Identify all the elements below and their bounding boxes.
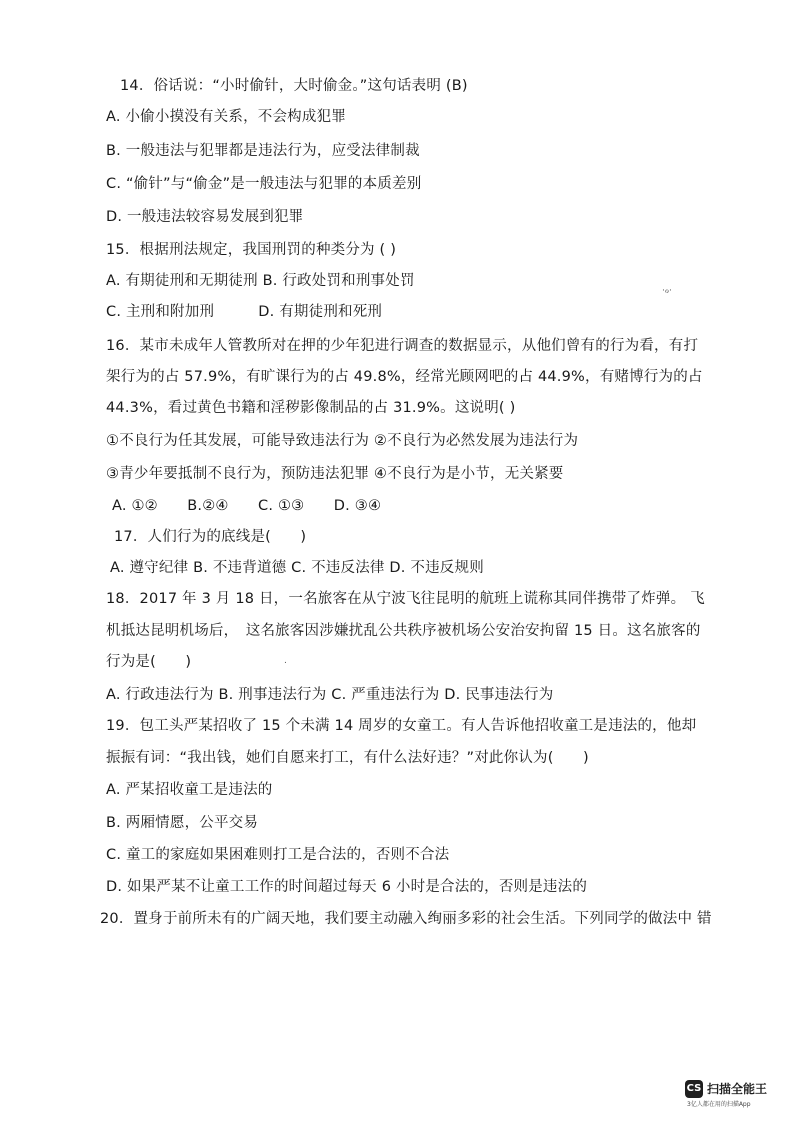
camscanner-logo-icon: CS xyxy=(685,1080,703,1098)
question-14-option-a: A. 小偷小摸没有关系，不会构成犯罪 xyxy=(106,109,346,125)
question-15-stem: 15．根据刑法规定，我国刑罚的种类分为 ( ) xyxy=(106,242,397,258)
question-19-stem-line-2: 振振有词：“我出钱，她们自愿来打工，有什么法好违？”对此你认为( ) xyxy=(106,750,589,766)
question-16-stem-line-2: 架行为的占 57.9%，有旷课行为的占 49.8%，经常光顾网吧的占 44.9%，有赌博行为的占 xyxy=(106,369,703,385)
question-16-stem-line-1: 16．某市未成年人管教所对在押的少年犯进行调查的数据显示，从他们曾有的行为看，有打 xyxy=(106,338,699,354)
question-18-stem-line-1: 18．2017 年 3 月 18 日，一名旅客在从宁波飞往昆明的航班上谎称其同伴携带了炸弹。 飞 xyxy=(106,591,705,607)
question-14-option-c: C. “偷针”与“偷金”是一般违法与犯罪的本质差别 xyxy=(106,176,422,192)
question-19-option-d: D. 如果严某不让童工工作的时间超过每天 6 小时是合法的，否则是违法的 xyxy=(106,879,588,895)
question-14-stem: 14．俗话说：“小时偷针，大时偷金。”这句话表明 (B) xyxy=(120,78,468,94)
question-16-statements-1-2: ①不良行为任其发展，可能导致违法行为 ②不良行为必然发展为违法行为 xyxy=(106,433,579,449)
question-14-option-d: D. 一般违法较容易发展到犯罪 xyxy=(106,209,304,225)
question-16-options: A. ①② B.②④ C. ①③ D. ③④ xyxy=(112,498,382,514)
question-16-stem-line-3: 44.3%，看过黄色书籍和淫秽影像制品的占 31.9%。这说明( ) xyxy=(106,400,516,416)
question-19-option-b: B. 两厢情愿，公平交易 xyxy=(106,815,259,831)
question-19-option-a: A. 严某招收童工是违法的 xyxy=(106,782,273,798)
watermark-app-name: 扫描全能王 xyxy=(707,1082,768,1096)
question-18-options: A. 行政违法行为 B. 刑事违法行为 C. 严重违法行为 D. 民事违法行为 xyxy=(106,687,554,703)
scan-speck: . xyxy=(284,656,287,666)
question-14-option-b: B. 一般违法与犯罪都是违法行为，应受法律制裁 xyxy=(106,143,420,159)
question-19-option-c: C. 童工的家庭如果困难则打工是合法的，否则不合法 xyxy=(106,847,450,863)
question-18-stem-line-3: 行为是( ) xyxy=(106,654,192,670)
question-19-stem-line-1: 19．包工头严某招收了 15 个未满 14 周岁的女童工。有人告诉他招收童工是违法的，他却 xyxy=(106,718,697,734)
camscanner-watermark xyxy=(685,1080,785,1114)
watermark-tagline: 3亿人都在用的扫描App xyxy=(687,1101,751,1108)
question-17-options: A. 遵守纪律 B. 不违背道德 C. 不违反法律 D. 不违反规则 xyxy=(110,560,484,576)
question-20-stem: 20．置身于前所未有的广阔天地，我们要主动融入绚丽多彩的社会生活。下列同学的做法中 错 xyxy=(100,911,712,927)
scan-speck: ·ℴ· xyxy=(662,286,672,296)
question-15-options-ab: A. 有期徒刑和无期徒刑 B. 行政处罚和刑事处罚 xyxy=(106,273,415,289)
question-16-statements-3-4: ③青少年要抵制不良行为，预防违法犯罪 ④不良行为是小节，无关紧要 xyxy=(106,466,564,482)
question-15-options-cd: C. 主刑和附加刑 D. 有期徒刑和死刑 xyxy=(106,304,383,320)
question-17-stem: 17．人们行为的底线是( ) xyxy=(114,529,307,545)
question-18-stem-line-2: 机抵达昆明机场后， 这名旅客因涉嫌扰乱公共秩序被机场公安治安拘留 15 日。这名旅客的 xyxy=(106,623,701,639)
